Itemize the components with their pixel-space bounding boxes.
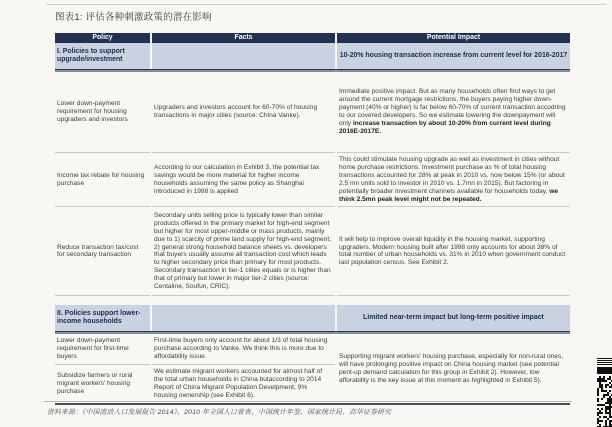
col-header-impact: Potential Impact: [337, 33, 570, 43]
row3-impact-text: It will help to improve overall liquidity in the housing market, supporting upgraders. Modern housing built after 1998 only accounts for about 38% of total number of urban households vs. 31% in 2010 when government conduct last population census. See Exhibit 2.: [339, 235, 566, 267]
section1-label-cell: I. Policies to support upgrade/investment: [55, 43, 150, 69]
col-header-facts: Facts: [152, 33, 335, 43]
row1-impact-text: Immediate positive impact. But as many households often find ways to get around the current mortgage restrictions, the buyers paying higher down-payment (40% or higher) is far below 60-70% of current transaction accodring to our covered developers. So we estimate lowering the downpayment will only: [339, 88, 566, 127]
rows4-5-merged-impact-cell: Supporting migrant workers' housing purchase, especially for non-rural ones, will have prolonging positive impact on China housing market (see potential pent-up demand calculation for this group in Exhibit 2). However, low afforability is the key issue at this moment as highlighted in Exhibit 5).: [339, 352, 564, 384]
row1-impact-cell: [337, 72, 570, 153]
section1-empty-cell: [152, 43, 335, 69]
row4-facts-cell: First-time buyers only account for about 1/3 of total housing purchase according to Vanke. We think this is more due to affordability issue.: [152, 334, 335, 365]
row3-facts-cell: Secondary units selling price is typically lower than similar products offered in the primary market for high-end segment but higher for most upper-middle or mass products, mainly due to 1) scarcity of prime land supply for high-end segment; 2) general strong household balance sheets vs. developers that buyers usually assume all transaction cost which leads to higher secondary price than primary for most products. Secondary transaction in tier-1 cities equals or is higher than that of primary but lower in major tier-2 cities (source: Centaline, Soufun, CRIC).: [152, 207, 335, 296]
col-header-policy: Policy: [55, 33, 150, 43]
row2-impact-bold-text: we think 2.5mn peak level might not be repeated.: [339, 187, 559, 203]
section1-impact-cell: 10-20% housing transaction increase from current level for 2016-2017: [337, 43, 570, 69]
row2-policy-cell: Income tax rebate for housing purchase: [55, 153, 150, 207]
row5-facts-cell: We estimate migrant workers accounted for almost half of the total urban households in China butaccording to 2014 Report of China Migrant Population Develpment, 9% housing ownership (see Exhibit 6).: [154, 368, 323, 399]
footer-rule: [44, 401, 572, 402]
row3-impact-cell: [337, 207, 570, 296]
row5-policy-cell: Subsidize farmers or rural migrant workers' housing purchase: [57, 372, 133, 395]
row2-impact-cell: [337, 153, 570, 207]
top-rule: [46, 4, 606, 5]
section2-label-cell: II. Policies support lower-income households: [55, 305, 150, 331]
exhibit-table: [55, 33, 570, 405]
row2-impact-text: This could stimulate housing upgrade as well as investment in cities without home purchase restrictions. Investment purchase as % of total housing transactions accounted for 28% at peak in 2010 vs. now below 15% (or about 2.5 mn units sold to investor in 2010 vs. 1.7mn in 2015). But factoring in potentially broader investment channels available for households today,: [339, 156, 565, 195]
row1-impact-bold-text: increase transaction by about 10-20% from current level during 2016E-2017E.: [339, 119, 551, 135]
row1-policy-cell: Lower down-payment requirement for housing upgraders and investors: [55, 72, 150, 153]
section2-impact-cell: Limited near-term impact but long-term positive impact: [337, 305, 570, 331]
row4-policy-cell: Lower down-payment requirement for first-time buyers: [55, 334, 150, 365]
row2-facts-cell: According to our calculation in Exhibit 3, the potential tax savings would be more material for higher income households assuming the same policy as Shanghai introduced in 1998 is applied: [152, 153, 335, 207]
barcode: [597, 358, 612, 427]
section-gap: [55, 296, 570, 305]
page-title: 图表1: 评估各种刺激政策的潜在影响: [55, 12, 212, 23]
row1-facts-cell: Upgraders and investors account for 60-70% of housing transactions in major cities (source: China Vanke).: [152, 72, 335, 153]
source-note: 资料来源：《中国流动人口发展报告 2014》、2010 年全国人口普查、中国统计年鉴、国家统计局、高华证券研究: [47, 409, 392, 416]
section2-empty-cell: [152, 305, 335, 331]
row3-policy-cell: Reduce transaction tax/cost for secondary transaction: [55, 207, 150, 296]
